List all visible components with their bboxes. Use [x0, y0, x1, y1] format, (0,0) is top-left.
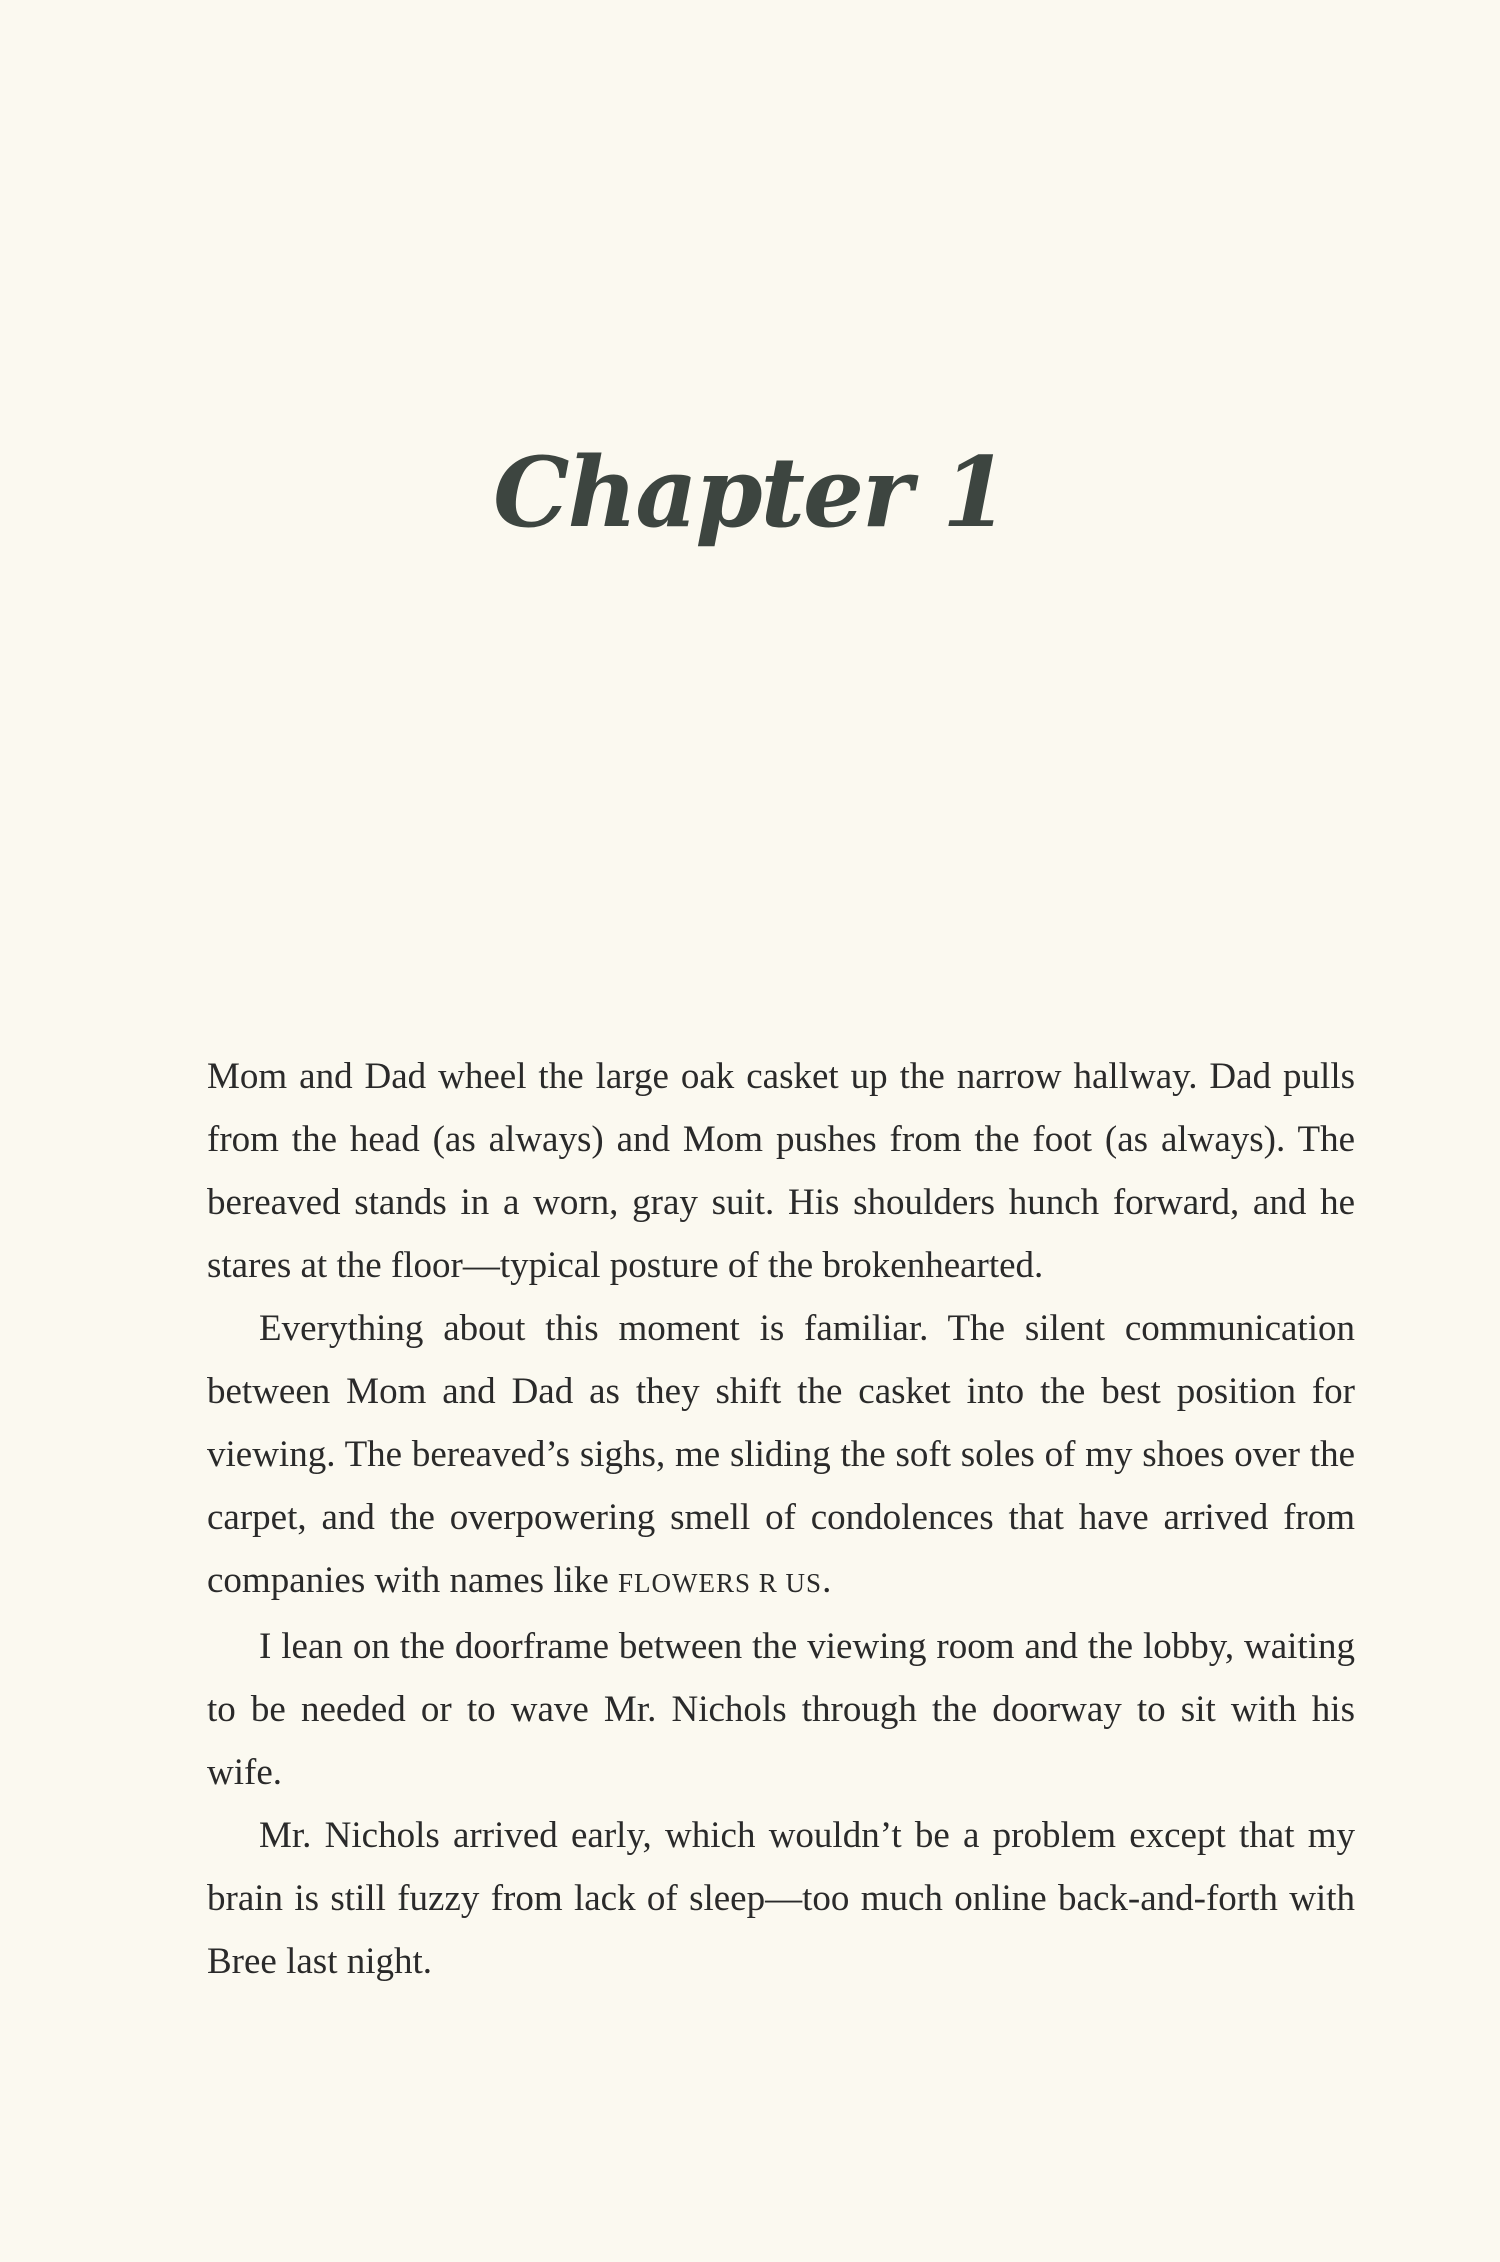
paragraph-3: I lean on the doorframe between the viewing room and the lobby, waiting to be needed or to wave Mr. Nichols through the doorway to sit with his wife. [207, 1626, 1355, 1793]
chapter-title: Chapter 1 [493, 436, 1007, 549]
chapter-body [207, 1045, 1355, 1993]
paragraph-4: Mr. Nichols arrived early, which wouldn’t be a problem except that my brain is still fuzzy from lack of sleep—too much online back-and-forth with Bree last night. [207, 1815, 1355, 1982]
paragraph-2 [207, 1297, 1355, 1615]
small-caps-store-name: FLOWERS R US [618, 1568, 823, 1598]
paragraph-2-text: Everything about this moment is familiar. The silent communication between Mom and Dad as they shift the casket into the best position for viewing. The bereaved’s sighs, me sliding the soft soles of my shoes over the carpet, and the overpowering smell of condolences that have arrived from companies with names like [207, 1308, 1355, 1601]
paragraph-2-end: . [822, 1560, 832, 1601]
paragraph-1: Mom and Dad wheel the large oak casket up the narrow hallway. Dad pulls from the head (as always) and Mom pushes from the foot (as always). The bereaved stands in a worn, gray suit. His shoulders hunch forward, and he stares at the floor—typical posture of the brokenhearted. [207, 1056, 1355, 1286]
